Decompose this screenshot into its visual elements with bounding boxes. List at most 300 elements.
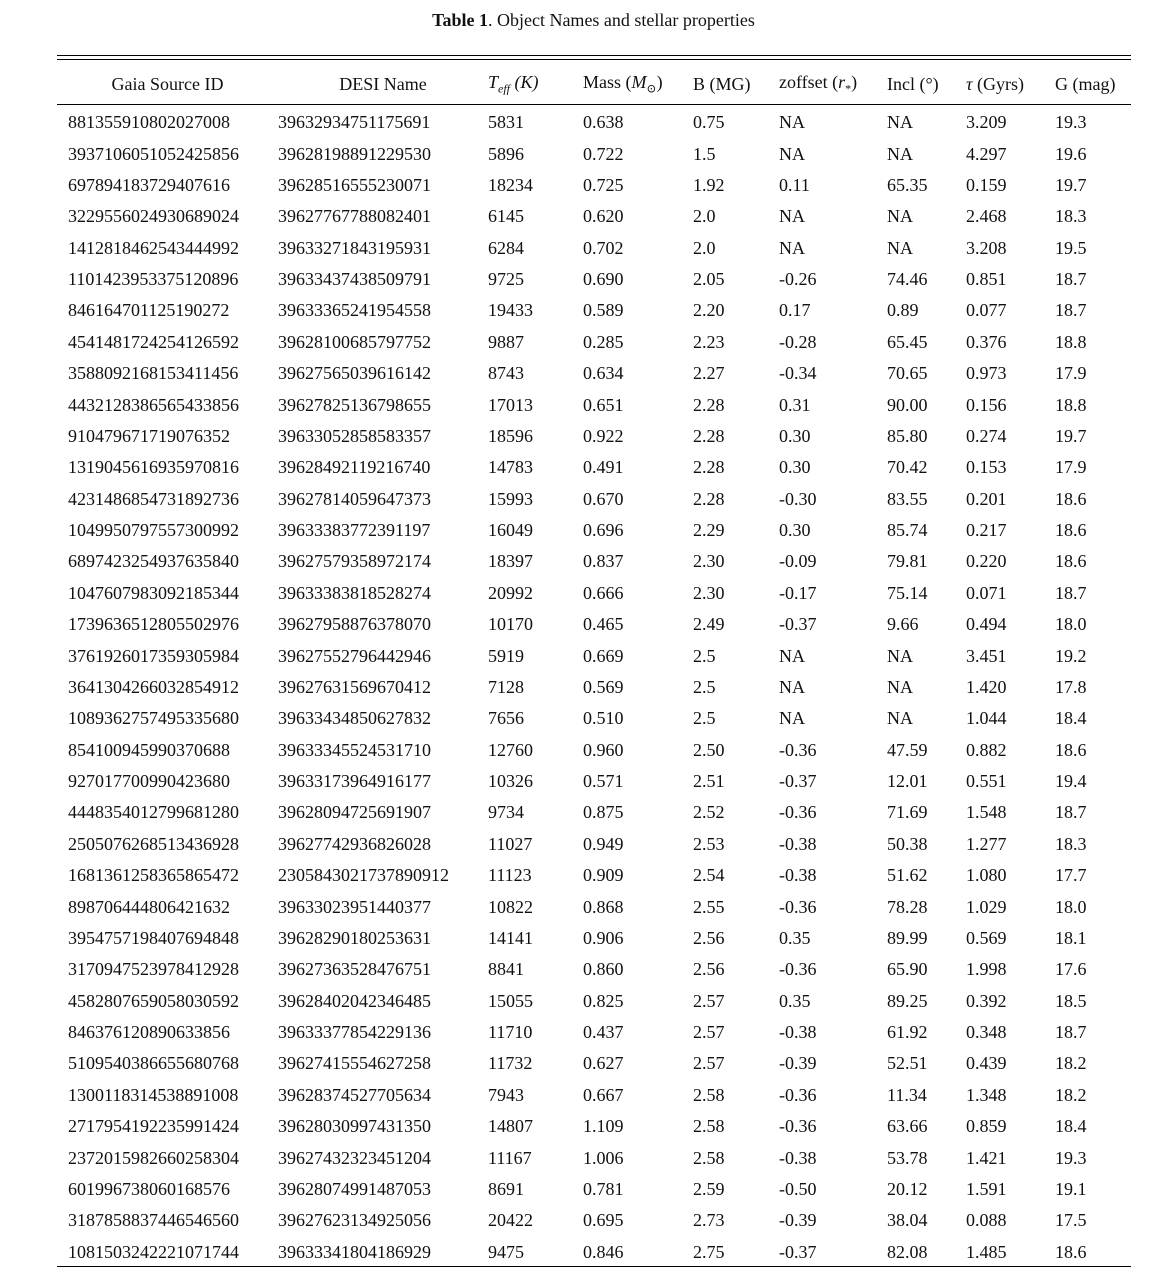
cell-b-field: 2.28 (693, 457, 725, 478)
cell-gaia-source-id: 4448354012799681280 (68, 802, 239, 823)
cell-age: 0.077 (966, 300, 1007, 321)
cell-inclination: 0.89 (887, 300, 919, 321)
cell-gaia-source-id: 697894183729407616 (68, 174, 230, 195)
table-top-rule (57, 55, 1131, 56)
cell-inclination: 61.92 (887, 1022, 928, 1043)
cell-age: 0.088 (966, 1210, 1007, 1231)
cell-desi-name: 39628030997431350 (278, 1116, 431, 1137)
cell-b-field: 2.5 (693, 645, 716, 666)
cell-mass: 0.837 (583, 551, 624, 572)
cell-g-mag: 18.7 (1055, 269, 1087, 290)
cell-gaia-source-id: 1049950797557300992 (68, 520, 239, 541)
cell-zoffset: 0.35 (779, 927, 811, 948)
cell-desi-name: 39628492119216740 (278, 457, 431, 478)
cell-g-mag: 19.7 (1055, 425, 1087, 446)
cell-b-field: 2.57 (693, 1053, 725, 1074)
cell-inclination: 9.66 (887, 614, 919, 635)
cell-teff: 5896 (488, 143, 524, 164)
cell-teff: 10326 (488, 771, 533, 792)
table-row (57, 578, 1135, 609)
cell-age: 1.348 (966, 1084, 1007, 1105)
cell-gaia-source-id: 1300118314538891008 (68, 1084, 239, 1105)
cell-teff: 11710 (488, 1022, 533, 1043)
cell-teff: 19433 (488, 300, 533, 321)
cell-age: 0.392 (966, 990, 1007, 1011)
cell-b-field: 2.55 (693, 896, 725, 917)
cell-b-field: 2.0 (693, 206, 716, 227)
cell-gaia-source-id: 910479671719076352 (68, 425, 230, 446)
table-row (57, 1111, 1135, 1142)
cell-desi-name: 39627415554627258 (278, 1053, 431, 1074)
cell-mass: 0.949 (583, 833, 624, 854)
cell-teff: 16049 (488, 520, 533, 541)
table-row (57, 923, 1135, 954)
cell-zoffset: NA (779, 206, 805, 227)
cell-inclination: NA (887, 708, 913, 729)
cell-zoffset: -0.38 (779, 865, 817, 886)
cell-zoffset: -0.37 (779, 1241, 817, 1262)
cell-teff: 18234 (488, 174, 533, 195)
cell-gaia-source-id: 3937106051052425856 (68, 143, 239, 164)
cell-inclination: 63.66 (887, 1116, 928, 1137)
cell-inclination: 65.35 (887, 174, 928, 195)
cell-g-mag: 19.6 (1055, 143, 1087, 164)
cell-g-mag: 18.7 (1055, 1022, 1087, 1043)
cell-inclination: 47.59 (887, 739, 928, 760)
cell-gaia-source-id: 846376120890633856 (68, 1022, 230, 1043)
cell-zoffset: -0.36 (779, 896, 817, 917)
cell-inclination: 89.25 (887, 990, 928, 1011)
cell-age: 0.217 (966, 520, 1007, 541)
cell-inclination: 65.45 (887, 331, 928, 352)
cell-g-mag: 19.1 (1055, 1178, 1087, 1199)
cell-b-field: 2.50 (693, 739, 725, 760)
cell-zoffset: -0.39 (779, 1053, 817, 1074)
cell-desi-name: 39633173964916177 (278, 771, 431, 792)
cell-g-mag: 19.5 (1055, 237, 1087, 258)
header-zoffset: zoffset $(r_*)$ (779, 72, 858, 96)
cell-desi-name: 39628516555230071 (278, 174, 431, 195)
cell-teff: 20422 (488, 1210, 533, 1231)
cell-age: 0.851 (966, 269, 1007, 290)
cell-desi-name: 39627623134925056 (278, 1210, 431, 1231)
cell-teff: 15055 (488, 990, 533, 1011)
table-top-rule-double (57, 59, 1131, 60)
cell-mass: 0.860 (583, 959, 624, 980)
cell-gaia-source-id: 1412818462543444992 (68, 237, 239, 258)
cell-desi-name: 39633341804186929 (278, 1241, 431, 1262)
cell-inclination: NA (887, 645, 913, 666)
cell-gaia-source-id: 1101423953375120896 (68, 269, 239, 290)
cell-age: 3.208 (966, 237, 1007, 258)
cell-mass: 0.695 (583, 1210, 624, 1231)
cell-mass: 0.638 (583, 112, 624, 133)
cell-mass: 0.437 (583, 1022, 624, 1043)
cell-b-field: 2.27 (693, 363, 725, 384)
cell-mass: 0.465 (583, 614, 624, 635)
cell-desi-name: 39633345524531710 (278, 739, 431, 760)
cell-desi-name: 39627579358972174 (278, 551, 431, 572)
cell-zoffset: -0.26 (779, 269, 817, 290)
cell-mass: 0.960 (583, 739, 624, 760)
cell-mass: 1.109 (583, 1116, 624, 1137)
cell-g-mag: 18.7 (1055, 300, 1087, 321)
cell-mass: 0.491 (583, 457, 624, 478)
cell-b-field: 2.58 (693, 1084, 725, 1105)
cell-b-field: 2.57 (693, 1022, 725, 1043)
cell-mass: 1.006 (583, 1147, 624, 1168)
cell-b-field: 2.5 (693, 708, 716, 729)
table-row (57, 515, 1135, 546)
cell-age: 0.551 (966, 771, 1007, 792)
cell-teff: 8841 (488, 959, 524, 980)
cell-inclination: 85.80 (887, 425, 928, 446)
cell-gaia-source-id: 3170947523978412928 (68, 959, 239, 980)
cell-age: 1.277 (966, 833, 1007, 854)
table-row (57, 170, 1135, 201)
cell-inclination: 90.00 (887, 394, 928, 415)
cell-age: 1.485 (966, 1241, 1007, 1262)
cell-teff: 12760 (488, 739, 533, 760)
cell-b-field: 2.58 (693, 1116, 725, 1137)
cell-g-mag: 18.2 (1055, 1084, 1087, 1105)
cell-mass: 0.667 (583, 1084, 624, 1105)
header-inclination: Incl (°) (887, 74, 939, 94)
cell-mass: 0.725 (583, 174, 624, 195)
cell-zoffset: NA (779, 708, 805, 729)
cell-b-field: 2.59 (693, 1178, 725, 1199)
cell-teff: 18397 (488, 551, 533, 572)
cell-zoffset: 0.35 (779, 990, 811, 1011)
cell-g-mag: 18.6 (1055, 551, 1087, 572)
cell-gaia-source-id: 1319045616935970816 (68, 457, 239, 478)
cell-g-mag: 18.5 (1055, 990, 1087, 1011)
cell-g-mag: 17.9 (1055, 457, 1087, 478)
cell-desi-name: 39633377854229136 (278, 1022, 431, 1043)
cell-b-field: 2.56 (693, 927, 725, 948)
cell-inclination: 65.90 (887, 959, 928, 980)
cell-desi-name: 39628198891229530 (278, 143, 431, 164)
header-g-mag: G (mag) (1055, 74, 1116, 94)
cell-mass: 0.634 (583, 363, 624, 384)
table-row (57, 546, 1135, 577)
cell-inclination: 70.42 (887, 457, 928, 478)
cell-gaia-source-id: 6897423254937635840 (68, 551, 239, 572)
cell-age: 0.220 (966, 551, 1007, 572)
table-row (57, 484, 1135, 515)
cell-age: 0.274 (966, 425, 1007, 446)
cell-mass: 0.696 (583, 520, 624, 541)
cell-zoffset: -0.38 (779, 833, 817, 854)
cell-gaia-source-id: 3641304266032854912 (68, 676, 239, 697)
table-row (57, 829, 1135, 860)
cell-inclination: 78.28 (887, 896, 928, 917)
cell-desi-name: 39633383818528274 (278, 582, 431, 603)
cell-teff: 7943 (488, 1084, 524, 1105)
cell-gaia-source-id: 881355910802027008 (68, 112, 230, 133)
table-row (57, 954, 1135, 985)
cell-gaia-source-id: 3229556024930689024 (68, 206, 239, 227)
cell-b-field: 2.28 (693, 394, 725, 415)
cell-b-field: 2.49 (693, 614, 725, 635)
cell-g-mag: 18.7 (1055, 802, 1087, 823)
cell-mass: 0.906 (583, 927, 624, 948)
cell-age: 0.159 (966, 174, 1007, 195)
cell-g-mag: 18.6 (1055, 488, 1087, 509)
cell-b-field: 2.30 (693, 582, 725, 603)
cell-zoffset: -0.37 (779, 771, 817, 792)
cell-inclination: 89.99 (887, 927, 928, 948)
cell-teff: 10822 (488, 896, 533, 917)
header-teff: $T_{eff}$ (K) (488, 72, 539, 96)
cell-zoffset: -0.28 (779, 331, 817, 352)
cell-gaia-source-id: 4231486854731892736 (68, 488, 239, 509)
cell-gaia-source-id: 601996738060168576 (68, 1178, 230, 1199)
cell-age: 0.071 (966, 582, 1007, 603)
cell-zoffset: -0.38 (779, 1022, 817, 1043)
table-row (57, 1237, 1135, 1268)
cell-desi-name: 39627814059647373 (278, 488, 431, 509)
table-row (57, 860, 1135, 891)
cell-zoffset: -0.09 (779, 551, 817, 572)
cell-g-mag: 17.5 (1055, 1210, 1087, 1231)
cell-zoffset: 0.17 (779, 300, 811, 321)
cell-teff: 5831 (488, 112, 524, 133)
cell-desi-name: 39633434850627832 (278, 708, 431, 729)
cell-desi-name: 39628374527705634 (278, 1084, 431, 1105)
cell-gaia-source-id: 4541481724254126592 (68, 331, 239, 352)
cell-g-mag: 18.8 (1055, 394, 1087, 415)
cell-inclination: 38.04 (887, 1210, 928, 1231)
cell-b-field: 2.29 (693, 520, 725, 541)
cell-teff: 14783 (488, 457, 533, 478)
cell-b-field: 2.53 (693, 833, 725, 854)
cell-gaia-source-id: 1081503242221071744 (68, 1241, 239, 1262)
cell-inclination: 71.69 (887, 802, 928, 823)
cell-zoffset: 0.30 (779, 425, 811, 446)
cell-gaia-source-id: 898706444806421632 (68, 896, 230, 917)
cell-zoffset: -0.50 (779, 1178, 817, 1199)
cell-mass: 0.702 (583, 237, 624, 258)
cell-zoffset: -0.39 (779, 1210, 817, 1231)
cell-gaia-source-id: 927017700990423680 (68, 771, 230, 792)
cell-desi-name: 39633383772391197 (278, 520, 431, 541)
cell-inclination: 74.46 (887, 269, 928, 290)
cell-zoffset: NA (779, 112, 805, 133)
cell-zoffset: -0.34 (779, 363, 817, 384)
header-gaia-source-id: Gaia Source ID (111, 74, 224, 94)
cell-teff: 11123 (488, 865, 532, 886)
cell-g-mag: 18.2 (1055, 1053, 1087, 1074)
cell-gaia-source-id: 2505076268513436928 (68, 833, 239, 854)
table-row (57, 766, 1135, 797)
cell-inclination: 75.14 (887, 582, 928, 603)
table-caption (0, 10, 1167, 31)
cell-age: 0.859 (966, 1116, 1007, 1137)
cell-zoffset: -0.17 (779, 582, 817, 603)
cell-zoffset: 0.30 (779, 457, 811, 478)
cell-mass: 0.510 (583, 708, 624, 729)
cell-g-mag: 18.0 (1055, 614, 1087, 635)
cell-desi-name: 39628100685797752 (278, 331, 431, 352)
table-row (57, 703, 1135, 734)
cell-inclination: 79.81 (887, 551, 928, 572)
cell-g-mag: 19.3 (1055, 1147, 1087, 1168)
cell-inclination: NA (887, 112, 913, 133)
table-row (57, 797, 1135, 828)
header-mass: Mass $(M_⊙)$ (583, 72, 663, 96)
cell-gaia-source-id: 4582807659058030592 (68, 990, 239, 1011)
cell-teff: 15993 (488, 488, 533, 509)
cell-desi-name: 39632934751175691 (278, 112, 431, 133)
cell-b-field: 0.75 (693, 112, 725, 133)
cell-desi-name: 39628402042346485 (278, 990, 431, 1011)
cell-inclination: 51.62 (887, 865, 928, 886)
cell-gaia-source-id: 1047607983092185344 (68, 582, 239, 603)
cell-desi-name: 39627363528476751 (278, 959, 431, 980)
cell-zoffset: NA (779, 676, 805, 697)
cell-inclination: 83.55 (887, 488, 928, 509)
cell-desi-name: 39628290180253631 (278, 927, 431, 948)
cell-gaia-source-id: 3187858837446546560 (68, 1210, 239, 1231)
cell-teff: 6145 (488, 206, 524, 227)
cell-g-mag: 17.7 (1055, 865, 1087, 886)
cell-desi-name: 39627767788082401 (278, 206, 431, 227)
cell-b-field: 2.05 (693, 269, 725, 290)
cell-gaia-source-id: 854100945990370688 (68, 739, 230, 760)
cell-mass: 0.846 (583, 1241, 624, 1262)
cell-gaia-source-id: 1739636512805502976 (68, 614, 239, 635)
cell-g-mag: 19.2 (1055, 645, 1087, 666)
cell-gaia-source-id: 2372015982660258304 (68, 1147, 239, 1168)
cell-g-mag: 18.1 (1055, 927, 1087, 948)
table-row (57, 1174, 1135, 1205)
table-row (57, 1048, 1135, 1079)
cell-age: 1.029 (966, 896, 1007, 917)
cell-mass: 0.569 (583, 676, 624, 697)
cell-desi-name: 39627432323451204 (278, 1147, 431, 1168)
table-row (57, 421, 1135, 452)
cell-teff: 9734 (488, 802, 524, 823)
cell-gaia-source-id: 1089362757495335680 (68, 708, 239, 729)
cell-zoffset: -0.36 (779, 959, 817, 980)
cell-zoffset: -0.38 (779, 1147, 817, 1168)
cell-teff: 7128 (488, 676, 524, 697)
cell-age: 3.451 (966, 645, 1007, 666)
cell-mass: 0.620 (583, 206, 624, 227)
cell-inclination: NA (887, 676, 913, 697)
cell-inclination: 20.12 (887, 1178, 928, 1199)
cell-g-mag: 18.0 (1055, 896, 1087, 917)
cell-b-field: 2.75 (693, 1241, 725, 1262)
cell-teff: 14141 (488, 927, 533, 948)
cell-teff: 5919 (488, 645, 524, 666)
cell-teff: 6284 (488, 237, 524, 258)
cell-inclination: NA (887, 143, 913, 164)
cell-inclination: 11.34 (887, 1084, 927, 1105)
cell-gaia-source-id: 2717954192235991424 (68, 1116, 239, 1137)
cell-age: 1.998 (966, 959, 1007, 980)
cell-zoffset: 0.30 (779, 520, 811, 541)
table-header-row (57, 68, 1135, 101)
cell-mass: 0.781 (583, 1178, 624, 1199)
table-row (57, 640, 1135, 671)
table-row (57, 358, 1135, 389)
cell-g-mag: 18.3 (1055, 206, 1087, 227)
cell-g-mag: 19.3 (1055, 112, 1087, 133)
cell-b-field: 2.58 (693, 1147, 725, 1168)
table-row (57, 327, 1135, 358)
cell-zoffset: -0.30 (779, 488, 817, 509)
cell-teff: 9475 (488, 1241, 524, 1262)
cell-g-mag: 17.6 (1055, 959, 1087, 980)
cell-mass: 0.651 (583, 394, 624, 415)
cell-zoffset: NA (779, 237, 805, 258)
cell-zoffset: 0.31 (779, 394, 811, 415)
cell-desi-name: 39627958876378070 (278, 614, 431, 635)
cell-b-field: 2.51 (693, 771, 725, 792)
cell-desi-name: 39633023951440377 (278, 896, 431, 917)
cell-zoffset: NA (779, 645, 805, 666)
cell-teff: 17013 (488, 394, 533, 415)
cell-b-field: 2.30 (693, 551, 725, 572)
cell-mass: 0.589 (583, 300, 624, 321)
cell-inclination: NA (887, 206, 913, 227)
cell-age: 4.297 (966, 143, 1007, 164)
cell-zoffset: -0.36 (779, 739, 817, 760)
cell-teff: 8743 (488, 363, 524, 384)
cell-age: 0.439 (966, 1053, 1007, 1074)
cell-teff: 7656 (488, 708, 524, 729)
stellar-properties-table (57, 68, 1135, 1268)
cell-desi-name: 39627565039616142 (278, 363, 431, 384)
cell-desi-name: 39633052858583357 (278, 425, 431, 446)
cell-inclination: NA (887, 237, 913, 258)
cell-gaia-source-id: 4432128386565433856 (68, 394, 239, 415)
table-row (57, 101, 1135, 138)
cell-inclination: 50.38 (887, 833, 928, 854)
table-row (57, 452, 1135, 483)
cell-inclination: 85.74 (887, 520, 928, 541)
cell-b-field: 2.5 (693, 676, 716, 697)
cell-age: 0.348 (966, 1022, 1007, 1043)
cell-b-field: 2.23 (693, 331, 725, 352)
cell-gaia-source-id: 3954757198407694848 (68, 927, 239, 948)
cell-mass: 0.627 (583, 1053, 624, 1074)
cell-gaia-source-id: 846164701125190272 (68, 300, 230, 321)
cell-zoffset: 0.11 (779, 174, 810, 195)
header-b-field: B (MG) (693, 74, 751, 94)
cell-b-field: 2.0 (693, 237, 716, 258)
cell-zoffset: -0.36 (779, 1084, 817, 1105)
cell-mass: 0.669 (583, 645, 624, 666)
cell-g-mag: 18.6 (1055, 520, 1087, 541)
cell-g-mag: 19.7 (1055, 174, 1087, 195)
cell-zoffset: -0.37 (779, 614, 817, 635)
cell-b-field: 2.20 (693, 300, 725, 321)
cell-age: 1.420 (966, 676, 1007, 697)
cell-desi-name: 39628094725691907 (278, 802, 431, 823)
cell-gaia-source-id: 3588092168153411456 (68, 363, 239, 384)
cell-g-mag: 18.4 (1055, 1116, 1087, 1137)
cell-zoffset: -0.36 (779, 1116, 817, 1137)
cell-mass: 0.571 (583, 771, 624, 792)
cell-desi-name: 39633271843195931 (278, 237, 431, 258)
cell-g-mag: 17.9 (1055, 363, 1087, 384)
cell-teff: 9887 (488, 331, 524, 352)
cell-g-mag: 18.8 (1055, 331, 1087, 352)
cell-age: 3.209 (966, 112, 1007, 133)
